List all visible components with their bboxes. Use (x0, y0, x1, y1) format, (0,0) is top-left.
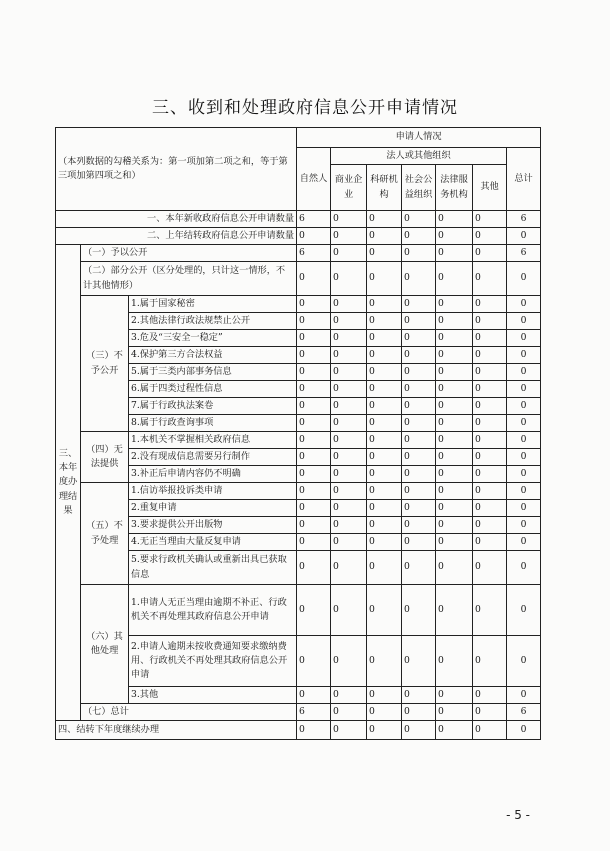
applicant-info-header: 申请人情况 (297, 128, 541, 148)
value-cell: 0 (507, 364, 541, 381)
value-cell: 0 (436, 364, 473, 381)
value-cell: 0 (473, 245, 507, 262)
value-cell: 0 (297, 364, 331, 381)
item-label: 4.保护第三方合法权益 (129, 347, 297, 364)
value-cell: 0 (473, 534, 507, 551)
item-label: 4.无正当理由大量反复申请 (129, 534, 297, 551)
value-cell: 0 (473, 704, 507, 721)
table-row (56, 296, 541, 313)
value-cell: 0 (297, 500, 331, 517)
table-row (56, 466, 541, 483)
value-cell: 0 (473, 687, 507, 704)
value-cell: 0 (436, 636, 473, 687)
table-row (56, 415, 541, 432)
table-row (56, 432, 541, 449)
value-cell: 0 (331, 381, 367, 398)
value-cell: 0 (402, 687, 436, 704)
value-cell: 0 (331, 466, 367, 483)
value-cell: 0 (331, 704, 367, 721)
value-cell: 0 (367, 721, 402, 740)
value-cell: 0 (331, 245, 367, 262)
value-cell: 0 (436, 432, 473, 449)
value-cell: 0 (507, 517, 541, 534)
value-cell: 0 (473, 347, 507, 364)
research-header: 科研机构 (367, 165, 402, 211)
value-cell: 6 (507, 211, 541, 228)
value-cell: 0 (297, 551, 331, 585)
value-cell: 0 (297, 721, 331, 740)
value-cell: 0 (507, 687, 541, 704)
value-cell: 0 (402, 347, 436, 364)
table-row (56, 381, 541, 398)
value-cell: 0 (331, 636, 367, 687)
value-cell: 0 (473, 262, 507, 296)
page-number: - 5 - (506, 808, 530, 822)
value-cell: 0 (297, 534, 331, 551)
value-cell: 0 (402, 228, 436, 245)
item-label: 5.属于三类内部事务信息 (129, 364, 297, 381)
value-cell: 0 (473, 415, 507, 432)
value-cell: 0 (436, 262, 473, 296)
group-label: （五）不予处理 (81, 483, 129, 585)
value-cell: 0 (402, 483, 436, 500)
value-cell: 0 (367, 517, 402, 534)
value-cell: 0 (507, 296, 541, 313)
item-label: 8.属于行政查询事项 (129, 415, 297, 432)
value-cell: 0 (402, 245, 436, 262)
value-cell: 0 (507, 483, 541, 500)
value-cell: 0 (331, 415, 367, 432)
value-cell: 0 (331, 534, 367, 551)
table-row (56, 211, 541, 228)
value-cell: 0 (297, 313, 331, 330)
value-cell: 0 (297, 636, 331, 687)
table-row (56, 636, 541, 687)
value-cell: 0 (436, 398, 473, 415)
item-label: 5.要求行政机关确认或重新出具已获取信息 (129, 551, 297, 585)
value-cell: 0 (507, 415, 541, 432)
item-label: 3.其他 (129, 687, 297, 704)
table-row (56, 517, 541, 534)
table-row (56, 228, 541, 245)
other-header: 其他 (473, 165, 507, 211)
value-cell: 0 (331, 313, 367, 330)
total-header: 总计 (507, 148, 541, 211)
value-cell: 0 (402, 534, 436, 551)
value-cell: 0 (507, 432, 541, 449)
table-row (56, 721, 541, 740)
item-label: 1.申请人无正当理由逾期不补正、行政机关不再处理其政府信息公开申请 (129, 585, 297, 636)
value-cell: 0 (297, 296, 331, 313)
table-row (56, 585, 541, 636)
value-cell: 0 (436, 347, 473, 364)
value-cell: 0 (331, 551, 367, 585)
value-cell: 0 (507, 585, 541, 636)
value-cell: 0 (436, 211, 473, 228)
value-cell: 0 (473, 721, 507, 740)
value-cell: 0 (297, 483, 331, 500)
commercial-header: 商业企业 (331, 165, 367, 211)
value-cell: 0 (367, 262, 402, 296)
value-cell: 0 (402, 704, 436, 721)
natural-person-header: 自然人 (297, 148, 331, 211)
value-cell: 0 (436, 483, 473, 500)
value-cell: 0 (507, 534, 541, 551)
value-cell: 0 (367, 449, 402, 466)
item-label: 1.信访举报投诉类申请 (129, 483, 297, 500)
value-cell: 0 (402, 381, 436, 398)
value-cell: 0 (473, 636, 507, 687)
value-cell: 0 (436, 704, 473, 721)
value-cell: 0 (367, 704, 402, 721)
value-cell: 0 (473, 432, 507, 449)
value-cell: 0 (297, 432, 331, 449)
table-row (56, 245, 541, 262)
value-cell: 0 (507, 262, 541, 296)
value-cell: 0 (331, 330, 367, 347)
value-cell: 0 (331, 432, 367, 449)
value-cell: 0 (367, 466, 402, 483)
value-cell: 0 (473, 466, 507, 483)
value-cell: 0 (507, 228, 541, 245)
value-cell: 0 (331, 398, 367, 415)
value-cell: 0 (402, 415, 436, 432)
value-cell: 0 (507, 381, 541, 398)
value-cell: 0 (402, 466, 436, 483)
value-cell: 0 (402, 211, 436, 228)
value-cell: 0 (367, 245, 402, 262)
value-cell: 0 (331, 347, 367, 364)
table-row (56, 128, 541, 148)
value-cell: 0 (507, 721, 541, 740)
value-cell: 0 (473, 517, 507, 534)
table-row (56, 500, 541, 517)
value-cell: 0 (367, 534, 402, 551)
value-cell: 0 (473, 330, 507, 347)
value-cell: 0 (367, 432, 402, 449)
value-cell: 0 (473, 449, 507, 466)
value-cell: 0 (436, 296, 473, 313)
value-cell: 0 (367, 228, 402, 245)
value-cell: 6 (297, 704, 331, 721)
value-cell: 0 (297, 228, 331, 245)
value-cell: 0 (402, 262, 436, 296)
value-cell: 0 (297, 330, 331, 347)
value-cell: 0 (473, 313, 507, 330)
value-cell: 0 (436, 245, 473, 262)
table-row (56, 262, 541, 296)
table-row (56, 551, 541, 585)
value-cell: 0 (367, 211, 402, 228)
value-cell: 0 (436, 687, 473, 704)
value-cell: 0 (473, 500, 507, 517)
social-header: 社会公益组织 (402, 165, 436, 211)
value-cell: 0 (473, 364, 507, 381)
value-cell: 0 (297, 347, 331, 364)
value-cell: 0 (331, 585, 367, 636)
row-label: 二、上年结转政府信息公开申请数量 (56, 228, 297, 245)
value-cell: 0 (367, 585, 402, 636)
value-cell: 0 (473, 398, 507, 415)
item-label: 2.没有现成信息需要另行制作 (129, 449, 297, 466)
value-cell: 0 (436, 313, 473, 330)
value-cell: 0 (473, 483, 507, 500)
value-cell: 6 (297, 211, 331, 228)
value-cell: 0 (367, 636, 402, 687)
value-cell: 0 (367, 296, 402, 313)
value-cell: 0 (507, 347, 541, 364)
value-cell: 0 (402, 517, 436, 534)
value-cell: 0 (473, 296, 507, 313)
value-cell: 0 (367, 313, 402, 330)
value-cell: 0 (402, 500, 436, 517)
value-cell: 0 (367, 364, 402, 381)
group-label: （四）无法提供 (81, 432, 129, 483)
value-cell: 0 (367, 381, 402, 398)
value-cell: 0 (331, 211, 367, 228)
value-cell: 0 (436, 466, 473, 483)
item-label: 3.要求提供公开出版物 (129, 517, 297, 534)
value-cell: 0 (436, 721, 473, 740)
item-label: 2.其他法律行政法规禁止公开 (129, 313, 297, 330)
page-title: 三、收到和处理政府信息公开申请情况 (152, 98, 458, 118)
table-row (56, 449, 541, 466)
table-row (56, 483, 541, 500)
group-label: （七）总计 (81, 704, 297, 721)
value-cell: 0 (331, 228, 367, 245)
item-label: 2.申请人逾期未按收费通知要求缴纳费用、行政机关不再处理其政府信息公开申请 (129, 636, 297, 687)
note-cell: （本列数据的勾稽关系为：第一项加第二项之和，等于第三项加第四项之和） (56, 128, 297, 211)
value-cell: 0 (297, 262, 331, 296)
value-cell: 0 (297, 449, 331, 466)
value-cell: 0 (367, 347, 402, 364)
value-cell: 0 (473, 228, 507, 245)
table-row (56, 704, 541, 721)
value-cell: 0 (331, 687, 367, 704)
value-cell: 0 (507, 500, 541, 517)
value-cell: 0 (436, 449, 473, 466)
value-cell: 0 (436, 381, 473, 398)
value-cell: 0 (473, 585, 507, 636)
value-cell: 0 (473, 381, 507, 398)
item-label: 2.重复申请 (129, 500, 297, 517)
value-cell: 0 (367, 483, 402, 500)
group-label: （六）其他处理 (81, 585, 129, 704)
value-cell: 0 (367, 330, 402, 347)
item-label: 1.属于国家秘密 (129, 296, 297, 313)
value-cell: 0 (331, 721, 367, 740)
value-cell: 0 (297, 466, 331, 483)
value-cell: 0 (436, 551, 473, 585)
table-row (56, 398, 541, 415)
table-row (56, 364, 541, 381)
value-cell: 0 (507, 330, 541, 347)
value-cell: 0 (507, 636, 541, 687)
value-cell: 0 (331, 364, 367, 381)
value-cell: 0 (436, 330, 473, 347)
value-cell: 0 (367, 500, 402, 517)
value-cell: 0 (436, 228, 473, 245)
value-cell: 0 (297, 585, 331, 636)
group-label: （一）予以公开 (81, 245, 297, 262)
table-row (56, 687, 541, 704)
value-cell: 0 (402, 330, 436, 347)
value-cell: 0 (436, 517, 473, 534)
value-cell: 0 (297, 398, 331, 415)
value-cell: 0 (402, 585, 436, 636)
value-cell: 0 (331, 449, 367, 466)
value-cell: 0 (367, 687, 402, 704)
group-label: （二）部分公开（区分处理的，只计这一情形，不计其他情形） (81, 262, 297, 296)
value-cell: 6 (297, 245, 331, 262)
value-cell: 0 (436, 585, 473, 636)
item-label: 7.属于行政执法案卷 (129, 398, 297, 415)
value-cell: 0 (402, 432, 436, 449)
row-label: 一、本年新收政府信息公开申请数量 (56, 211, 297, 228)
value-cell: 0 (507, 313, 541, 330)
item-label: 3.补正后申请内容仍不明确 (129, 466, 297, 483)
value-cell: 0 (367, 415, 402, 432)
value-cell: 0 (402, 313, 436, 330)
value-cell: 0 (331, 483, 367, 500)
value-cell: 0 (436, 534, 473, 551)
value-cell: 0 (402, 636, 436, 687)
value-cell: 0 (297, 517, 331, 534)
section-three-label: 三、本年度办理结果 (56, 245, 81, 721)
value-cell: 0 (402, 449, 436, 466)
value-cell: 0 (331, 517, 367, 534)
value-cell: 0 (507, 449, 541, 466)
value-cell: 0 (297, 415, 331, 432)
row-label: 四、结转下年度继续办理 (56, 721, 297, 740)
table-row (56, 313, 541, 330)
item-label: 1.本机关不掌握相关政府信息 (129, 432, 297, 449)
value-cell: 0 (507, 551, 541, 585)
value-cell: 0 (367, 398, 402, 415)
item-label: 6.属于四类过程性信息 (129, 381, 297, 398)
info-disclosure-table (55, 127, 541, 740)
value-cell: 0 (402, 721, 436, 740)
value-cell: 6 (507, 245, 541, 262)
value-cell: 0 (436, 415, 473, 432)
value-cell: 0 (402, 364, 436, 381)
value-cell: 0 (507, 466, 541, 483)
value-cell: 0 (402, 398, 436, 415)
value-cell: 0 (473, 551, 507, 585)
value-cell: 0 (473, 211, 507, 228)
value-cell: 0 (297, 381, 331, 398)
table-row (56, 534, 541, 551)
value-cell: 0 (402, 551, 436, 585)
value-cell: 0 (367, 551, 402, 585)
table-row (56, 347, 541, 364)
value-cell: 0 (507, 398, 541, 415)
value-cell: 0 (331, 500, 367, 517)
value-cell: 0 (331, 296, 367, 313)
value-cell: 0 (331, 262, 367, 296)
group-label: （三）不予公开 (81, 296, 129, 432)
table-row (56, 330, 541, 347)
value-cell: 0 (297, 687, 331, 704)
legal-service-header: 法律服务机构 (436, 165, 473, 211)
value-cell: 0 (402, 296, 436, 313)
item-label: 3.危及“三安全一稳定” (129, 330, 297, 347)
value-cell: 0 (436, 500, 473, 517)
value-cell: 6 (507, 704, 541, 721)
legal-group-header: 法人或其他组织 (331, 148, 507, 165)
